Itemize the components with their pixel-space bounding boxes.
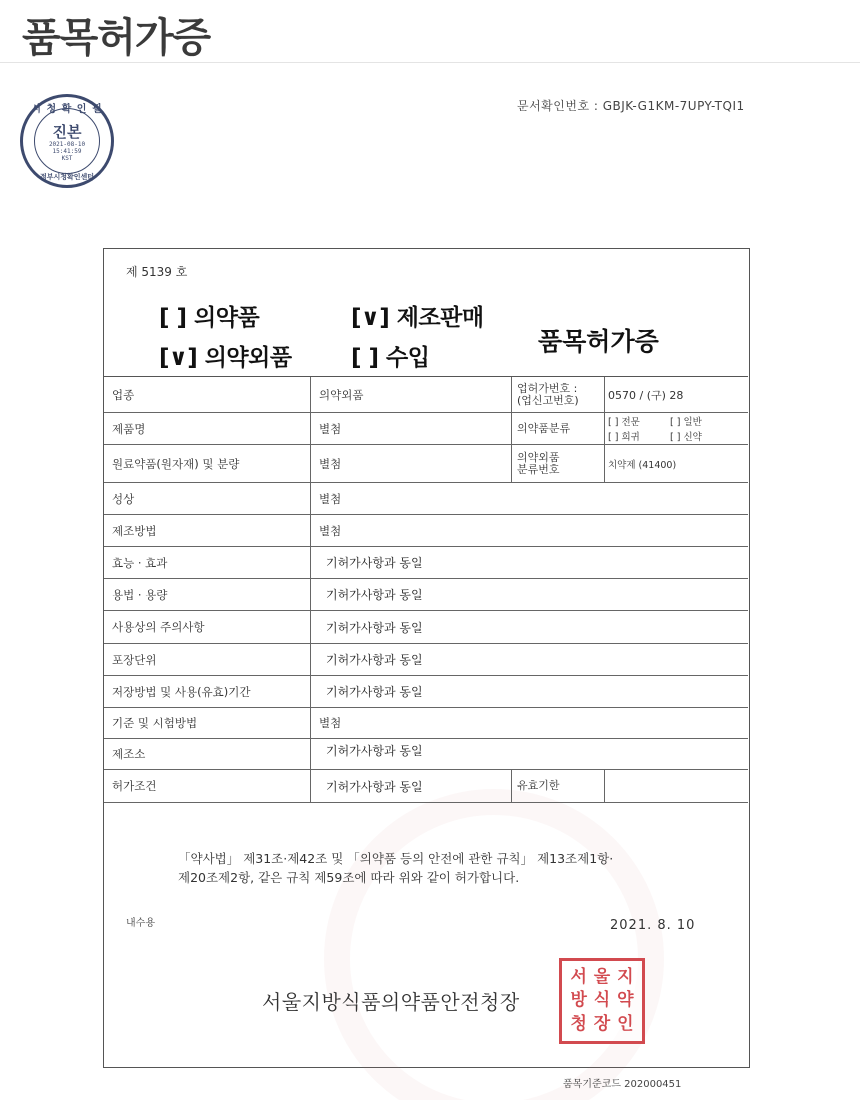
row-value: 기허가사항과 동일: [326, 685, 423, 699]
sub-label-line: 업허가번호 :: [517, 381, 578, 395]
row-value: 별첨: [319, 716, 342, 730]
table-row: [104, 644, 748, 676]
row-sub-label: 유효기한: [517, 779, 560, 792]
legal-line: 제20조제2항, 같은 규칙 제59조에 따라 위와 같이 허가합니다.: [178, 870, 520, 885]
authenticity-seal: [20, 94, 114, 188]
column-divider: [604, 445, 605, 482]
seal-char: 인: [617, 1013, 634, 1034]
row-label: 기준 및 시험방법: [112, 716, 198, 730]
row-value: 기허가사항과 동일: [326, 620, 423, 635]
column-divider: [604, 377, 605, 412]
document-confirmation-number[interactable]: 문서확인번호 : GBJK-G1KM-7UPY-TQI1: [517, 99, 745, 113]
column-divider: [511, 413, 512, 444]
row-label: 사용상의 주의사항: [112, 620, 205, 634]
legal-statement: [178, 849, 613, 887]
column-divider: [310, 483, 311, 514]
row-value: 별첨: [319, 523, 342, 538]
table-row: [104, 445, 748, 483]
row-label: 허가조건: [112, 779, 157, 793]
row-label: 제조방법: [112, 523, 157, 538]
row-label: 성상: [112, 491, 135, 506]
sub-label-line: 분류번호: [517, 462, 560, 476]
column-divider: [310, 445, 311, 482]
row-value: 의약외품: [319, 387, 364, 402]
column-divider: [310, 515, 311, 546]
table-row: [104, 377, 748, 413]
column-divider: [604, 413, 605, 444]
issue-date: 2021. 8. 10: [610, 918, 696, 933]
sub-label-line: 의약외품: [517, 450, 560, 464]
expiry-value: [608, 770, 744, 802]
table-row: [104, 413, 748, 445]
row-value: 기허가사항과 동일: [326, 653, 423, 667]
seal-char: 청: [570, 1013, 587, 1034]
seal-ring-bottom-text: 정부시청확인센터: [39, 173, 95, 181]
seal-char: 방: [570, 990, 587, 1011]
column-divider: [604, 770, 605, 802]
seal-char: 약: [617, 990, 634, 1011]
issuer-name: 서울지방식품의약품안전청장: [262, 990, 520, 1014]
row-value: 별첨: [319, 456, 342, 471]
row-label: 용법 · 용량: [112, 587, 168, 602]
seal-time: 15:41:59: [52, 148, 82, 155]
option-import: [ ] 수입: [351, 345, 430, 371]
row-label: 효능 · 효과: [112, 555, 168, 570]
option-quasi-drug: [∨] 의약외품: [159, 345, 292, 371]
seal-ring-top-text: 시 청 확 인 필: [31, 104, 103, 115]
row-label: 원료약품(원자재) 및 분량: [112, 456, 240, 471]
column-divider: [310, 547, 311, 578]
row-value: 별첨: [319, 421, 342, 436]
row-sub-label: 의약품분류: [517, 421, 571, 435]
seal-char: 지: [617, 967, 634, 988]
certificate-number: 제 5139 호: [126, 265, 188, 279]
table-row: [104, 739, 748, 770]
row-label: 포장단위: [112, 652, 157, 667]
table-row: [104, 611, 748, 644]
item-standard-code: 품목기준코드 202000451: [563, 1079, 682, 1090]
column-divider: [511, 377, 512, 412]
column-divider: [310, 579, 311, 610]
seal-char: 장: [593, 1013, 611, 1034]
official-seal: [559, 958, 645, 1044]
row-value: 기허가사항과 동일: [326, 556, 423, 570]
sub-label-line: (업신고번호): [517, 393, 579, 407]
certificate-title: 품목허가증: [538, 327, 659, 356]
page-heading: 품목허가증: [22, 15, 211, 61]
domestic-use-label: 내수용: [126, 918, 155, 929]
heading-divider: [0, 62, 860, 63]
row-label: 저장방법 및 사용(유효)기간: [112, 684, 251, 699]
row-sub-value: 치약제 (41400): [608, 459, 677, 471]
certificate-form: [103, 248, 750, 1068]
seal-char: 식: [593, 990, 611, 1011]
row-label: 업종: [112, 387, 135, 402]
column-divider: [310, 770, 311, 802]
option-manufacture-sale: [∨] 제조판매: [351, 305, 484, 331]
row-label: 제품명: [112, 421, 146, 436]
row-value: 기허가사항과 동일: [326, 588, 423, 602]
seal-char: 울: [593, 967, 611, 988]
column-divider: [511, 770, 512, 802]
seal-date: 2021-08-10: [48, 141, 86, 148]
column-divider: [310, 676, 311, 707]
column-divider: [310, 644, 311, 675]
row-value: 별첨: [319, 491, 342, 506]
check-new-drug: [ ] 신약: [670, 432, 702, 443]
table-row: [104, 708, 748, 739]
row-sub-label: [517, 377, 602, 412]
table-row: [104, 579, 748, 611]
check-specialty: [ ] 전문: [608, 417, 640, 428]
row-label: 제조소: [112, 747, 146, 761]
row-sub-value: 0570 / (구) 28: [608, 388, 684, 402]
check-rare: [ ] 희귀: [608, 432, 640, 443]
table-row: [104, 483, 748, 515]
watermark-emblem: [324, 789, 664, 1100]
column-divider: [511, 445, 512, 482]
column-divider: [310, 739, 311, 769]
table-row: [104, 547, 748, 579]
certificate-table: [104, 376, 748, 803]
row-value: 기허가사항과 동일: [326, 744, 423, 758]
seal-main-text: 진본: [52, 123, 82, 141]
classification-checkboxes: [608, 413, 744, 444]
column-divider: [310, 377, 311, 412]
seal-code: KST: [61, 155, 73, 162]
column-divider: [310, 413, 311, 444]
row-value: 기허가사항과 동일: [326, 779, 423, 794]
column-divider: [310, 611, 311, 643]
check-general: [ ] 일반: [670, 417, 702, 428]
seal-char: 서: [570, 967, 587, 988]
column-divider: [310, 708, 311, 738]
legal-line: 「약사법」 제31조·제42조 및 「의약품 등의 안전에 관한 규칙」 제13조제1항·: [178, 851, 614, 866]
table-row: [104, 515, 748, 547]
table-row: [104, 676, 748, 708]
row-sub-label: [517, 445, 602, 482]
option-medicine: [ ] 의약품: [159, 305, 260, 331]
table-row: [104, 770, 748, 803]
